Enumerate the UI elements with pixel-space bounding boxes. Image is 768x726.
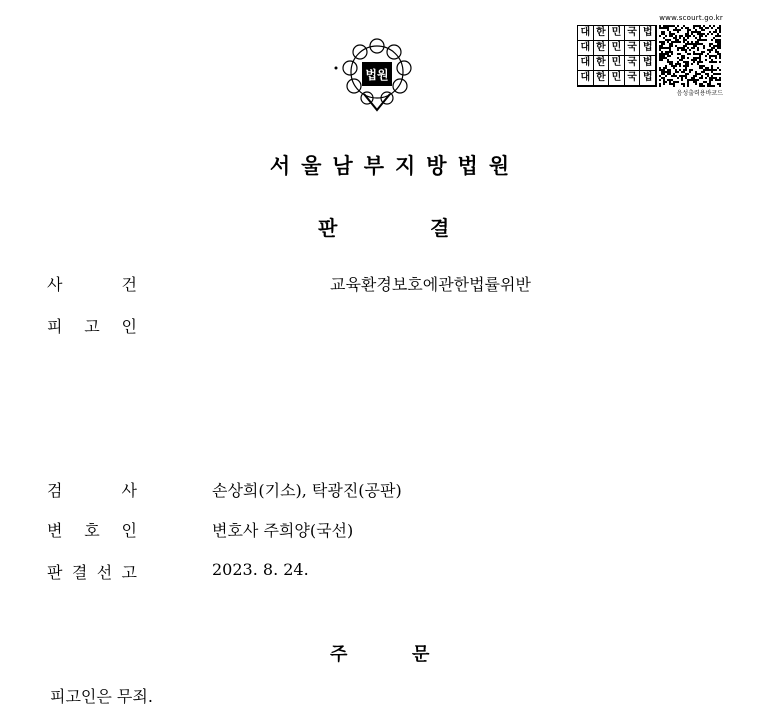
sentence-date-value: 2023. 8. 24.	[212, 560, 309, 579]
stamp-cell: 민	[609, 26, 625, 41]
stamp-cell: 대	[578, 56, 594, 71]
stamp-cell: 법	[640, 71, 656, 86]
stamp-cell: 한	[594, 71, 610, 86]
court-name: 서울남부지방법원	[269, 153, 521, 178]
sentence-date-label: 판 결 선 고	[47, 563, 137, 582]
court-emblem-icon	[332, 30, 422, 120]
stamp-cell: 한	[594, 56, 610, 71]
court-stamp-grid	[577, 25, 657, 87]
verdict-text: 피고인은 무죄.	[50, 687, 153, 706]
stamp-cell: 법	[640, 26, 656, 41]
title-char-right: 결	[430, 216, 450, 240]
stamp-cell: 한	[594, 26, 610, 41]
stamp-cell: 법	[640, 56, 656, 71]
order-title-right: 문	[412, 644, 430, 665]
stamp-cell: 국	[625, 26, 641, 41]
stamp-cell: 민	[609, 41, 625, 56]
stamp-cell: 민	[609, 56, 625, 71]
emblem-text: 법원	[365, 68, 389, 82]
case-label: 사 건	[47, 275, 137, 294]
case-value: 교육환경보호에관한법률위반	[330, 275, 531, 294]
title-char-left: 판	[318, 216, 338, 240]
stamp-cell: 대	[578, 41, 594, 56]
stamp-cell: 대	[578, 26, 594, 41]
qr-code-icon	[659, 25, 721, 87]
attorney-label: 변 호 인	[47, 521, 137, 540]
prosecutor-value: 손상희(기소), 탁광진(공판)	[212, 481, 402, 500]
stamp-cell: 국	[625, 56, 641, 71]
order-title-left: 주	[330, 644, 348, 665]
stamp-cell: 국	[625, 41, 641, 56]
barcode-url: www.scourt.go.kr	[659, 14, 723, 22]
barcode-caption: 음성출력용바코드	[676, 90, 723, 97]
prosecutor-label: 검 사	[47, 481, 137, 500]
stamp-cell: 민	[609, 71, 625, 86]
verification-barcode	[573, 14, 725, 96]
defendant-label: 피 고 인	[47, 317, 137, 336]
stamp-cell: 국	[625, 71, 641, 86]
attorney-value: 변호사 주희양(국선)	[212, 521, 354, 540]
stamp-cell: 한	[594, 41, 610, 56]
stamp-cell: 대	[578, 71, 594, 86]
stamp-cell: 법	[640, 41, 656, 56]
